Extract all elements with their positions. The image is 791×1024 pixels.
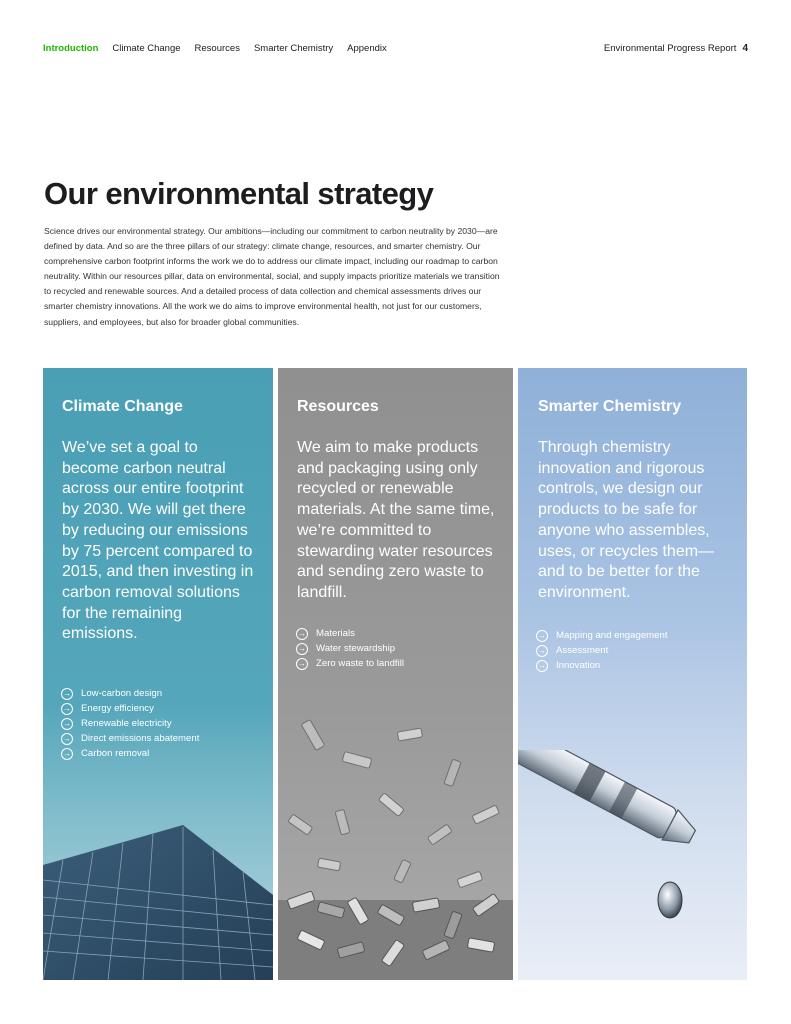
list-item[interactable] — [61, 716, 199, 731]
tab-climate-change[interactable]: Climate Change — [112, 42, 181, 54]
climate-change-panel — [43, 368, 273, 980]
arrow-circle-icon: → — [63, 748, 71, 758]
arrow-circle-icon: → — [63, 688, 71, 698]
list-item-label: Innovation — [556, 660, 601, 671]
arrow-circle-icon: → — [298, 643, 306, 653]
smarter-chemistry-list — [536, 628, 667, 673]
climate-change-list — [61, 686, 199, 761]
list-item-label: Carbon removal — [81, 748, 150, 759]
pipette-image — [518, 750, 747, 980]
arrow-circle-icon: → — [538, 660, 546, 670]
list-item-label: Mapping and engagement — [556, 630, 668, 641]
intro-paragraph: Science drives our environmental strategy. Our ambitions—including our commitment to carbon neutrality by 2030—are defined by data. And so are the three pillars of our strategy: climate change, resources, and smarter chemistry. Our comprehensive carbon footprint informs the work we do to address our climate impact, including our roadmap to carbon neutrality. Within our resources pillar, data on environmental, social, and supply impacts prioritize materials we transition to recycled and renewable sources. And a detailed process of data collection and chemical assessments drives our smarter chemistry innovations. All the work we do aims to improve environmental health, not just for our customers, suppliers, and employees, but also for broader global communities. — [44, 226, 500, 327]
list-item-label: Direct emissions abatement — [81, 733, 200, 744]
list-item-label: Assessment — [556, 645, 609, 656]
list-item[interactable] — [61, 686, 199, 701]
list-item[interactable] — [536, 628, 667, 643]
recycled-material-image — [278, 700, 513, 980]
arrow-circle-icon: → — [63, 718, 71, 728]
tab-appendix[interactable]: Appendix — [347, 42, 387, 54]
list-item[interactable] — [296, 656, 404, 671]
arrow-circle-icon: → — [63, 703, 71, 713]
list-item[interactable] — [536, 658, 667, 673]
list-item[interactable] — [536, 643, 667, 658]
resources-body: We aim to make products and packaging using only recycled or renewable materials. At the same time, we’re committed to stewarding water resources and sending zero waste to landfill. — [297, 439, 495, 601]
page-title: Our environmental strategy — [44, 176, 434, 211]
tab-smarter-chemistry[interactable]: Smarter Chemistry — [253, 42, 334, 54]
smarter-chemistry-body: Through chemistry innovation and rigorous controls, we design our products to be safe for anyone who assembles, uses, or recycles them—and to be better for the environment. — [538, 439, 715, 601]
tab-resources[interactable]: Resources — [194, 42, 240, 54]
top-nav — [43, 41, 748, 55]
list-item[interactable] — [296, 641, 404, 656]
section-tabs — [43, 43, 387, 54]
resources-heading: Resources — [297, 398, 379, 415]
list-item[interactable] — [61, 746, 199, 761]
smarter-chemistry-heading: Smarter Chemistry — [538, 398, 682, 415]
list-item-label: Water stewardship — [316, 643, 396, 654]
arrow-circle-icon: → — [538, 630, 546, 640]
list-item-label: Zero waste to landfill — [316, 658, 404, 669]
resources-list — [296, 626, 404, 671]
list-item-label: Low-carbon design — [81, 688, 163, 699]
list-item[interactable] — [61, 731, 199, 746]
list-item[interactable] — [61, 701, 199, 716]
list-item-label: Renewable electricity — [81, 718, 172, 729]
report-title: Environmental Progress Report — [603, 42, 737, 54]
climate-change-heading: Climate Change — [62, 398, 183, 415]
smarter-chemistry-panel — [518, 368, 747, 980]
arrow-circle-icon: → — [298, 628, 306, 638]
list-item-label: Materials — [316, 628, 355, 639]
solar-panels-image — [43, 805, 273, 980]
list-item[interactable] — [296, 626, 404, 641]
list-item-label: Energy efficiency — [81, 703, 154, 714]
report-info — [604, 43, 748, 54]
arrow-circle-icon: → — [298, 658, 306, 668]
page-number: 4 — [742, 42, 748, 54]
climate-change-body: We’ve set a goal to become carbon neutral across our entire footprint by 2030. We will get there by reducing our emissions by 75 percent compared to 2015, and then investing in carbon removal solutions for the remaining emissions. — [62, 439, 254, 643]
resources-panel — [278, 368, 513, 980]
arrow-circle-icon: → — [63, 733, 71, 743]
tab-introduction[interactable]: Introduction — [43, 42, 99, 54]
arrow-circle-icon: → — [538, 645, 546, 655]
